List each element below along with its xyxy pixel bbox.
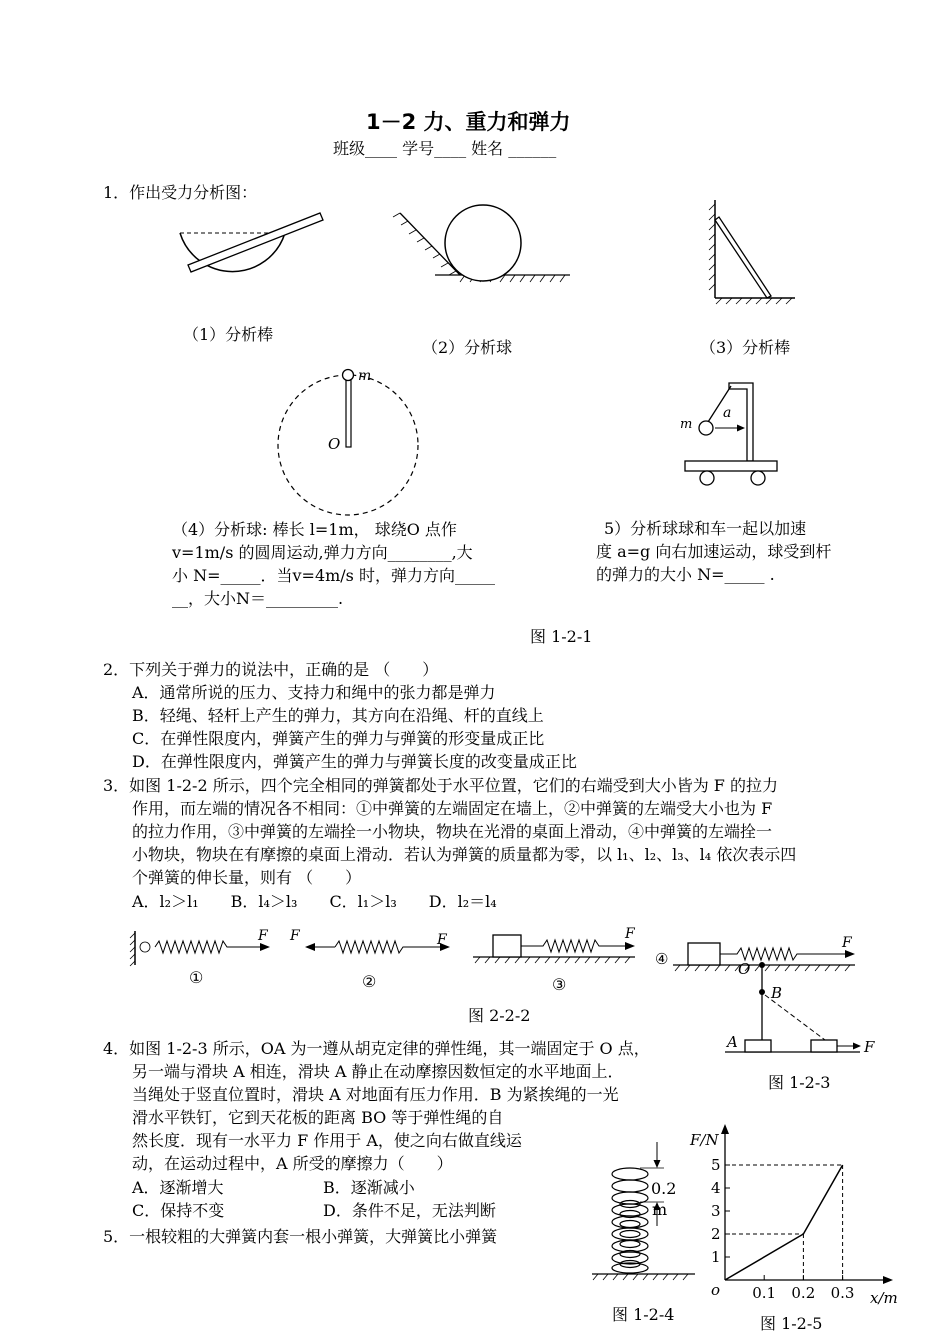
fig-rod-against-wall xyxy=(700,198,800,308)
q4-line5: 然长度．现有一水平力 F 作用于 A，使之向右做直线运 xyxy=(132,1131,522,1150)
caption-5-line3: 的弹力的大小 N=_____ . xyxy=(596,565,775,584)
fig3-label-o: O xyxy=(738,960,751,978)
q4-option-b: B．逐渐减小 xyxy=(323,1178,415,1197)
caption-5-line2: 度 a=g 向右加速运动，球受到杆 xyxy=(596,542,832,561)
caption-1: （1）分析棒 xyxy=(183,325,274,344)
q3-line2: 作用，而左端的情况各不相同：①中弹簧的左端固定在墙上，②中弹簧的左端受大小也为 F xyxy=(132,799,773,818)
fig3-label-a: A xyxy=(727,1033,738,1051)
q2-option-b: B．轻绳、轻杆上产生的弹力，其方向在沿绳、杆的直线上 xyxy=(132,706,544,725)
spring1-f: F xyxy=(258,928,268,944)
fig3-label-f: F xyxy=(864,1038,875,1056)
caption-2: （2）分析球 xyxy=(422,338,513,357)
q4-line3: 当绳处于竖直位置时，滑块 A 对地面有压力作用．B 为紧挨绳的一光 xyxy=(132,1085,619,1104)
fig-circular-motion xyxy=(270,365,430,530)
fig-elastic-rope xyxy=(720,950,890,1060)
y-tick-label: 3 xyxy=(711,1202,721,1220)
fig-cart-pendulum xyxy=(675,375,785,490)
q3-line1: 3．如图 1-2-2 所示，四个完全相同的弹簧都处于水平位置，它们的右端受到大小皆为 F 的拉力 xyxy=(103,776,778,795)
caption-3: （3）分析棒 xyxy=(700,338,791,357)
q4-line4: 滑水平铁钉，它到天花板的距离 BO 等于弹性绳的自 xyxy=(132,1108,504,1127)
fig4-label-m: m xyxy=(358,368,372,384)
q2-stem: 2．下列关于弹力的说法中，正确的是 （ ） xyxy=(103,660,439,679)
q4-option-d: D．条件不足，无法判断 xyxy=(323,1201,496,1220)
x-tick-label: 0.2 xyxy=(791,1284,816,1302)
caption-4-line4: __，大小N＝_________. xyxy=(172,589,344,608)
q2-option-a: A．通常所说的压力、支持力和绳中的张力都是弹力 xyxy=(132,683,496,702)
q4-line2: 另一端与滑块 A 相连，滑块 A 静止在动摩擦因数恒定的水平地面上． xyxy=(132,1062,624,1081)
y-tick-label: 4 xyxy=(711,1179,721,1197)
q4-option-a: A．逐渐增大 xyxy=(132,1178,224,1197)
spring2-f-left: F xyxy=(290,928,300,944)
spring-2 xyxy=(289,928,450,991)
caption-4-line1: （4）分析球: 棒长 l=1m， 球绕O 点作 xyxy=(172,520,457,539)
spring1-number: ① xyxy=(189,968,204,987)
figure-label-1-2-1: 图 1-2-1 xyxy=(530,627,593,646)
spring4-f: F xyxy=(842,935,852,951)
spring2-number: ② xyxy=(362,972,377,991)
fx-chart xyxy=(690,1120,910,1320)
q3-options: A．l₂＞l₁ B．l₄＞l₃ C．l₁＞l₃ D．l₂＝l₄ xyxy=(132,892,497,911)
caption-5-line1: 5）分析球球和车一起以加速 xyxy=(604,519,807,538)
y-tick-label: 5 xyxy=(711,1156,721,1174)
y-axis-arrow xyxy=(721,1124,729,1134)
fig-ball-on-slope xyxy=(395,205,575,295)
spring-1 xyxy=(130,928,270,987)
spring4-number: ④ xyxy=(655,950,669,968)
x-axis-arrow xyxy=(883,1276,893,1284)
fig-rod-in-bowl xyxy=(170,205,330,295)
q2-option-c: C．在弹性限度内，弹簧产生的弹力与弹簧的形变量成正比 xyxy=(132,729,545,748)
x-tick-label: 0.3 xyxy=(830,1284,855,1302)
q2-option-d: D．在弹性限度内，弹簧产生的弹力与弹簧长度的改变量成正比 xyxy=(132,752,577,771)
fig5-label-m: m xyxy=(680,417,693,432)
y-tick-label: 2 xyxy=(711,1225,721,1243)
figure-label-1-2-4: 图 1-2-4 xyxy=(612,1305,675,1324)
q4-line1: 4．如图 1-2-3 所示，OA 为一遵从胡克定律的弹性绳，其一端固定于 O 点， xyxy=(103,1039,650,1058)
q3-line5: 个弹簧的伸长量，则有 （ ） xyxy=(132,868,362,887)
figure-label-1-2-5: 图 1-2-5 xyxy=(760,1314,823,1333)
x-tick-label: 0.1 xyxy=(752,1284,777,1302)
x-axis-label: x/m xyxy=(870,1289,898,1307)
spring2-f-right: F xyxy=(437,932,447,948)
series-line xyxy=(725,1165,843,1280)
figure-label-2-2-2: 图 2-2-2 xyxy=(468,1006,531,1025)
header-fields: 班级____ 学号____ 姓名 ______ xyxy=(333,139,557,158)
q3-line4: 小物块，物块在有摩擦的桌面上滑动．若认为弹簧的质量都为零，以 l₁、l₂、l₃、l₄ 依次表示四 xyxy=(132,845,797,864)
fig5-label-a: a xyxy=(723,405,732,421)
q3-line3: 的拉力作用，③中弹簧的左端拴一小物块，物块在光滑的桌面上滑动，④中弹簧的左端拴一 xyxy=(132,822,773,841)
fig4-dimension-unit: m xyxy=(652,1200,668,1219)
page-title: 1－2 力、重力和弹力 xyxy=(366,110,571,134)
origin-label: o xyxy=(711,1281,721,1299)
spring-3 xyxy=(473,926,636,994)
spring3-number: ③ xyxy=(552,975,567,994)
fig4-label-o: O xyxy=(328,435,341,453)
q5-line1: 5．一根较粗的大弹簧内套一根小弹簧，大弹簧比小弹簧 xyxy=(103,1227,498,1246)
fig4-dimension-value: 0.2 xyxy=(651,1179,677,1198)
fig3-label-b: B xyxy=(771,984,783,1002)
q4-line6: 动，在运动过程中，A 所受的摩擦力（ ） xyxy=(132,1154,453,1173)
caption-4-line3: 小 N=_____．当v=4m/s 时，弹力方向_____ xyxy=(172,566,495,585)
q1-stem: 1．作出受力分析图： xyxy=(103,183,258,202)
figure-label-1-2-3: 图 1-2-3 xyxy=(768,1073,831,1092)
spring3-f: F xyxy=(625,926,635,942)
y-tick-label: 1 xyxy=(711,1248,721,1266)
y-axis-label: F/N xyxy=(690,1131,719,1149)
q4-option-c: C．保持不变 xyxy=(132,1201,225,1220)
fig-nested-springs xyxy=(590,1132,705,1277)
caption-4-line2: v=1m/s 的圆周运动,弹力方向________,大 xyxy=(172,543,473,562)
